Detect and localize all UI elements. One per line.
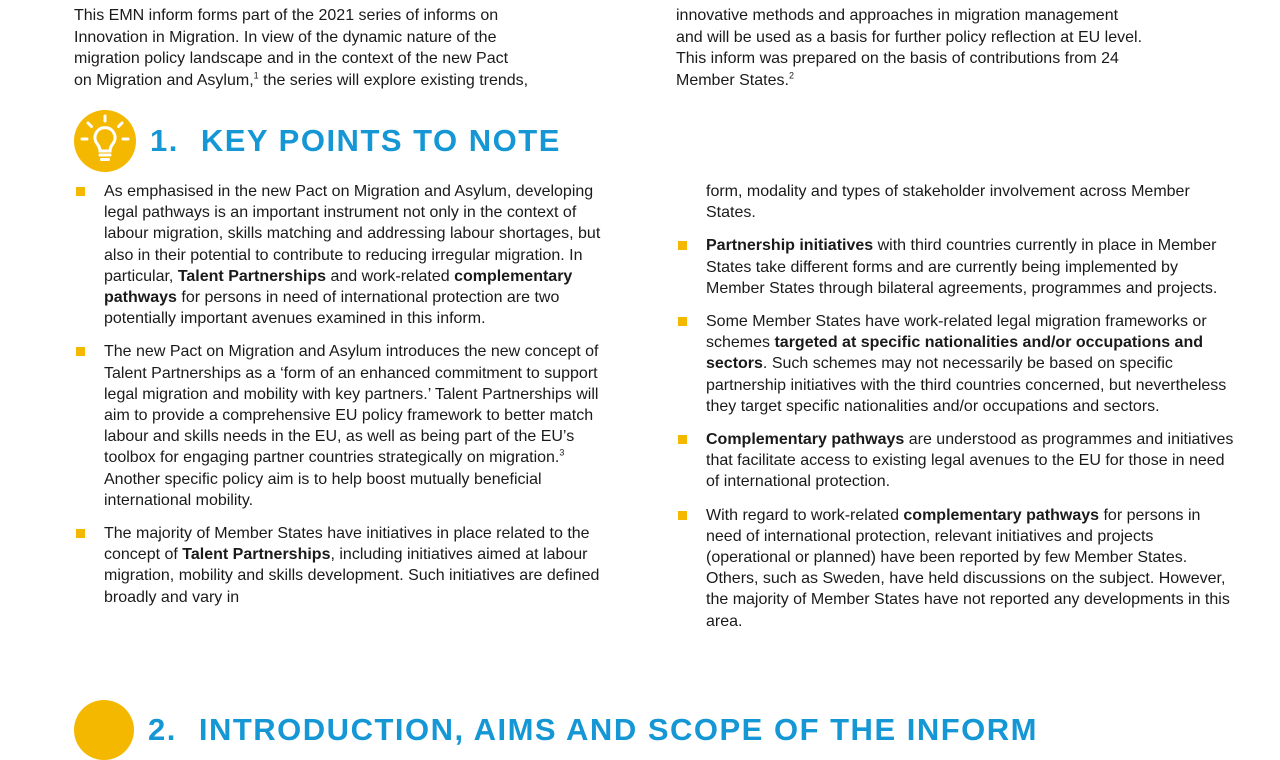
- bullet-square-icon: [678, 511, 687, 520]
- section-number: 1.: [150, 123, 179, 158]
- bullet-square-icon: [678, 241, 687, 250]
- list-item: Partnership initiatives with third countries currently in place in Member States take different forms and are currently being implemented by Member States through bilateral agreements, programmes and projects.: [676, 235, 1236, 299]
- list-item: Complementary pathways are understood as programmes and initiatives that facilitate access to existing legal avenues to the EU for those in need of international protection.: [676, 429, 1236, 493]
- section-title: [150, 123, 561, 159]
- bullet-square-icon: [76, 347, 85, 356]
- section-heading-introduction: [74, 700, 1038, 760]
- intro-paragraph-right: [676, 5, 1236, 91]
- key-points-list-right: [676, 181, 1236, 644]
- section-number: 2.: [148, 712, 177, 747]
- section-icon: [74, 700, 134, 760]
- bullet-square-icon: [678, 435, 687, 444]
- key-points-list-left: [74, 181, 619, 620]
- bullet-square-icon: [76, 187, 85, 196]
- lightbulb-icon: [74, 110, 136, 172]
- intro-text-left: This EMN inform forms part of the 2021 series of informs on Innovation in Migration. In view of the dynamic nature of the migration policy landscape and in the context of the new Pact on Migration and Asylum,$^1$ the series will explore existing trends,: [74, 7, 529, 89]
- list-item: Some Member States have work-related legal migration frameworks or schemes targeted at specific nationalities and/or occupations and sectors. Such schemes may not necessarily be based on specific partnership initiatives with the third countries concerned, but nevertheless they target specific nationalities and/or occupations and sectors.: [676, 311, 1236, 417]
- intro-text-right: innovative methods and approaches in migration management and will be used as a basis for further policy reflection at EU level. This inform was prepared on the basis of contributions from 24 Member States.$^2$: [676, 7, 1143, 89]
- section-title-text: INTRODUCTION, AIMS AND SCOPE OF THE INFORM: [198, 712, 1038, 747]
- list-item: As emphasised in the new Pact on Migration and Asylum, developing legal pathways is an important instrument not only in the context of labour migration, skills matching and addressing labour shortages, but also in their potential to contribute to reducing irregular migration. In particular, Talent Partnerships and work-related complementary pathways for persons in need of international protection are two potentially important avenues examined in this inform.: [74, 181, 619, 329]
- intro-paragraph-left: [74, 5, 614, 91]
- footnote-ref-3[interactable]: 3: [559, 448, 565, 459]
- section-title: [148, 712, 1038, 748]
- footnote-ref-2[interactable]: 2: [788, 70, 794, 81]
- section-heading-key-points: [74, 110, 561, 172]
- list-item: The majority of Member States have initiatives in place related to the concept of Talent Partnerships, including initiatives aimed at labour migration, mobility and skills development. Such initiatives are defined broadly and vary in: [74, 523, 619, 608]
- list-item-continuation: form, modality and types of stakeholder involvement across Member States.: [706, 183, 1190, 222]
- list-item: The new Pact on Migration and Asylum introduces the new concept of Talent Partnerships as a ‘form of an enhanced commitment to support legal migration and mobility with key partners.’ Talent Partnerships will aim to provide a comprehensive EU policy framework to better match labour and skills needs in the EU, as well as being part of the EU’s toolbox for engaging partner countries strategically on migration.$^3$ Another specific policy aim is to help boost mutually beneficial international mobility.: [74, 341, 619, 511]
- section-title-text: KEY POINTS TO NOTE: [200, 123, 561, 158]
- bullet-square-icon: [678, 317, 687, 326]
- list-item: With regard to work-related complementary pathways for persons in need of international protection, relevant initiatives and projects (operational or planned) have been reported by few Member States. Others, such as Sweden, have held discussions on the subject. However, the majority of Member States have not reported any developments in this area.: [676, 505, 1236, 632]
- bullet-square-icon: [76, 529, 85, 538]
- footnote-ref-1[interactable]: 1: [253, 70, 259, 81]
